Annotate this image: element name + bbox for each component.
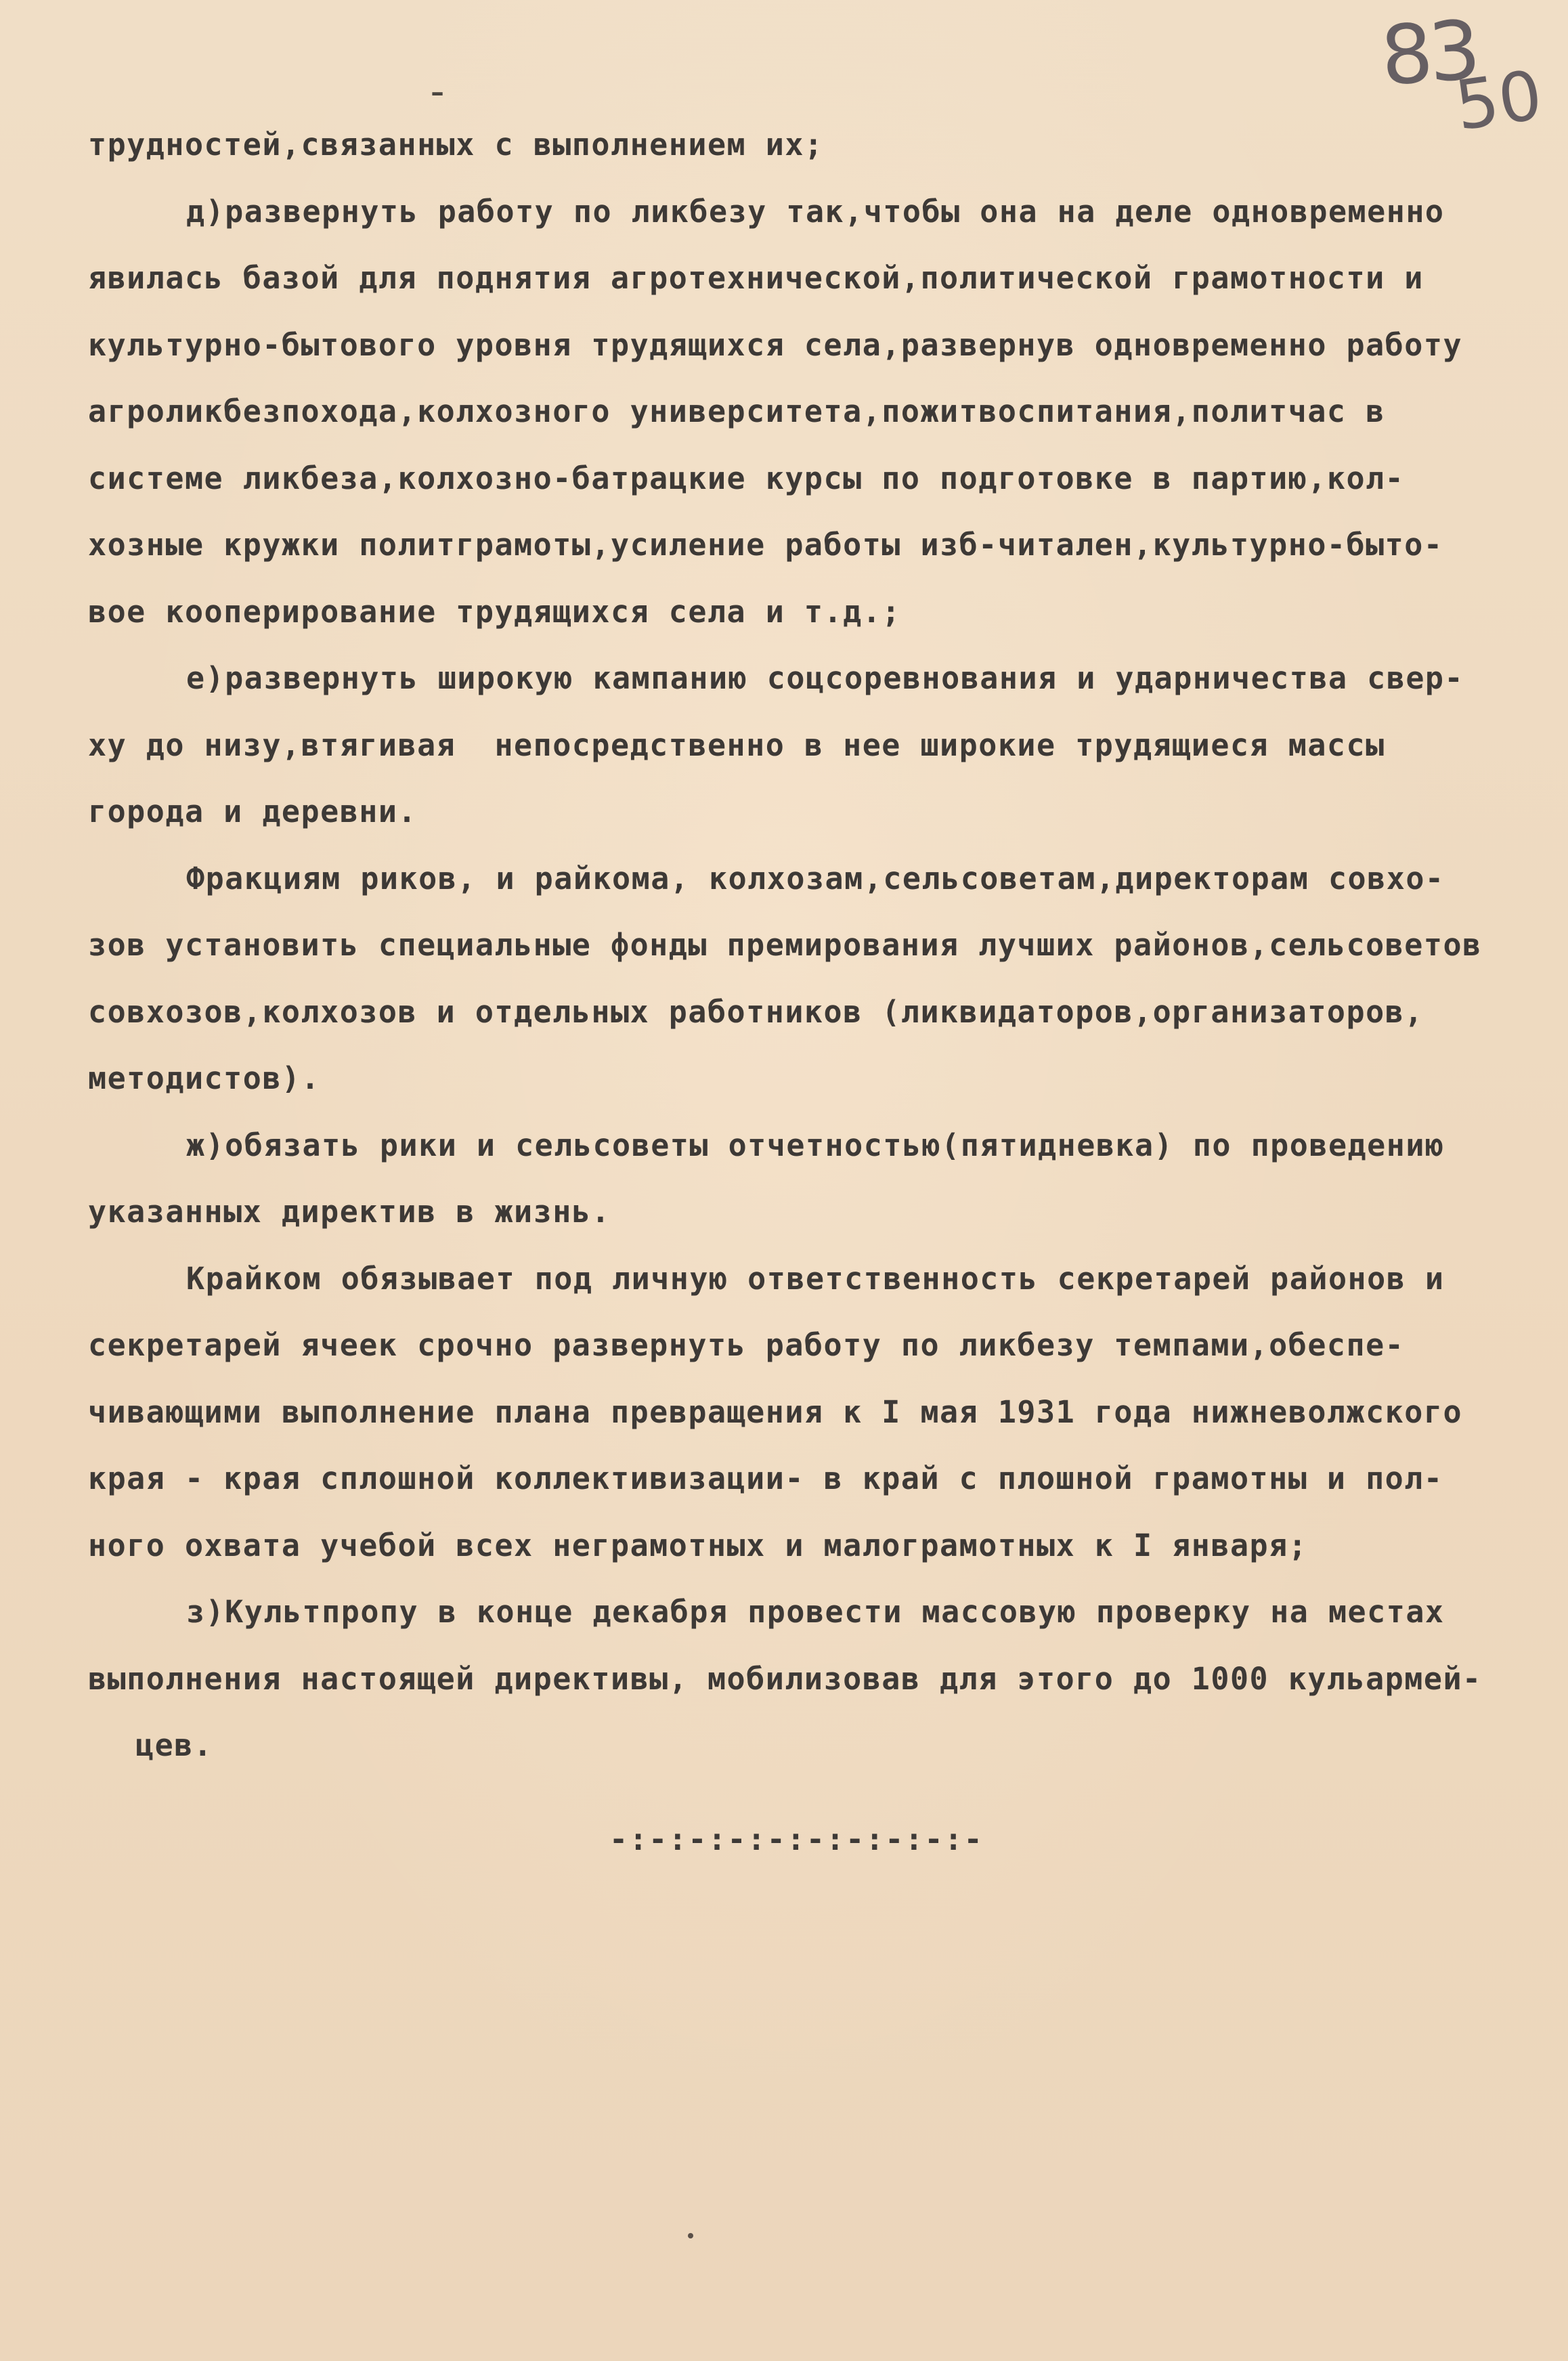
text-line: трудностей,связанных с выполнением их; [88, 127, 824, 163]
text-line: совхозов,колхозов и отдельных работников (ликвидаторов,организаторов, [88, 993, 1424, 1030]
text-line: указанных директив в жизнь. [88, 1194, 611, 1230]
text-line: ху до низу,втягивая непосредственно в нее широкие трудящиеся массы [88, 727, 1385, 763]
text-line: вое кооперирование трудящихся села и т.д.; [88, 593, 901, 630]
text-line: края - края сплошной коллективизации- в край с плошной грамотны и пол- [88, 1460, 1443, 1496]
text-line: явилась базой для поднятия агротехнической,политической грамотности и [88, 260, 1424, 296]
text-line: секретарей ячеек срочно развернуть работу по ликбезу темпами,обеспе- [88, 1327, 1405, 1363]
text-line: города и деревни. [88, 794, 418, 829]
text-line: выполнения настоящей директивы, мобилизовав для этого до 1000 кульармей- [88, 1660, 1482, 1697]
archive-number: 83 [1378, 3, 1480, 104]
separator-line: -:-:-:-:-:-:-:-:-:- [609, 1821, 984, 1857]
text-line: агроликбезпохода,колхозного университета,пожитвоспитания,политчас в [88, 393, 1385, 429]
text-line: зов установить специальные фонды премирования лучших районов,сельсоветов [88, 927, 1482, 963]
text-line: е)развернуть широкую кампанию соцсоревнования и ударничества свер- [186, 660, 1464, 696]
text-line: системе ликбеза,колхозно-батрацкие курсы по подготовке в партию,кол- [88, 460, 1405, 496]
text-line: Фракциям риков, и райкома, колхозам,сельсоветам,директорам совхо- [186, 860, 1445, 896]
top-dash: - [425, 68, 450, 115]
archive-number-sub: 50 [1450, 55, 1547, 146]
text-line: культурно-бытового уровня трудящихся села,развернув одновременно работу [88, 326, 1463, 363]
typed-text-body [88, 112, 1544, 1779]
text-line: чивающими выполнение плана превращения к I мая 1931 года нижневолжского [88, 1393, 1463, 1430]
text-line: ного охвата учебой всех неграмотных и малограмотных к I января; [88, 1527, 1308, 1563]
text-line: Крайком обязывает под личную ответственность секретарей районов и [186, 1260, 1445, 1297]
text-line: ж)обязать рики и сельсоветы отчетностью(пятидневка) по проведению [186, 1127, 1445, 1163]
text-line: з)Культпропу в конце декабря провести массовую проверку на местах [186, 1594, 1445, 1630]
text-line: методистов). [88, 1060, 321, 1096]
text-line: цев. [135, 1727, 213, 1763]
text-line: д)развернуть работу по ликбезу так,чтобы она на деле одновременно [186, 193, 1445, 230]
paper-mark [688, 2233, 693, 2238]
text-line: хозные кружки политграмоты,усиление работы изб-читален,культурно-быто- [88, 527, 1443, 563]
